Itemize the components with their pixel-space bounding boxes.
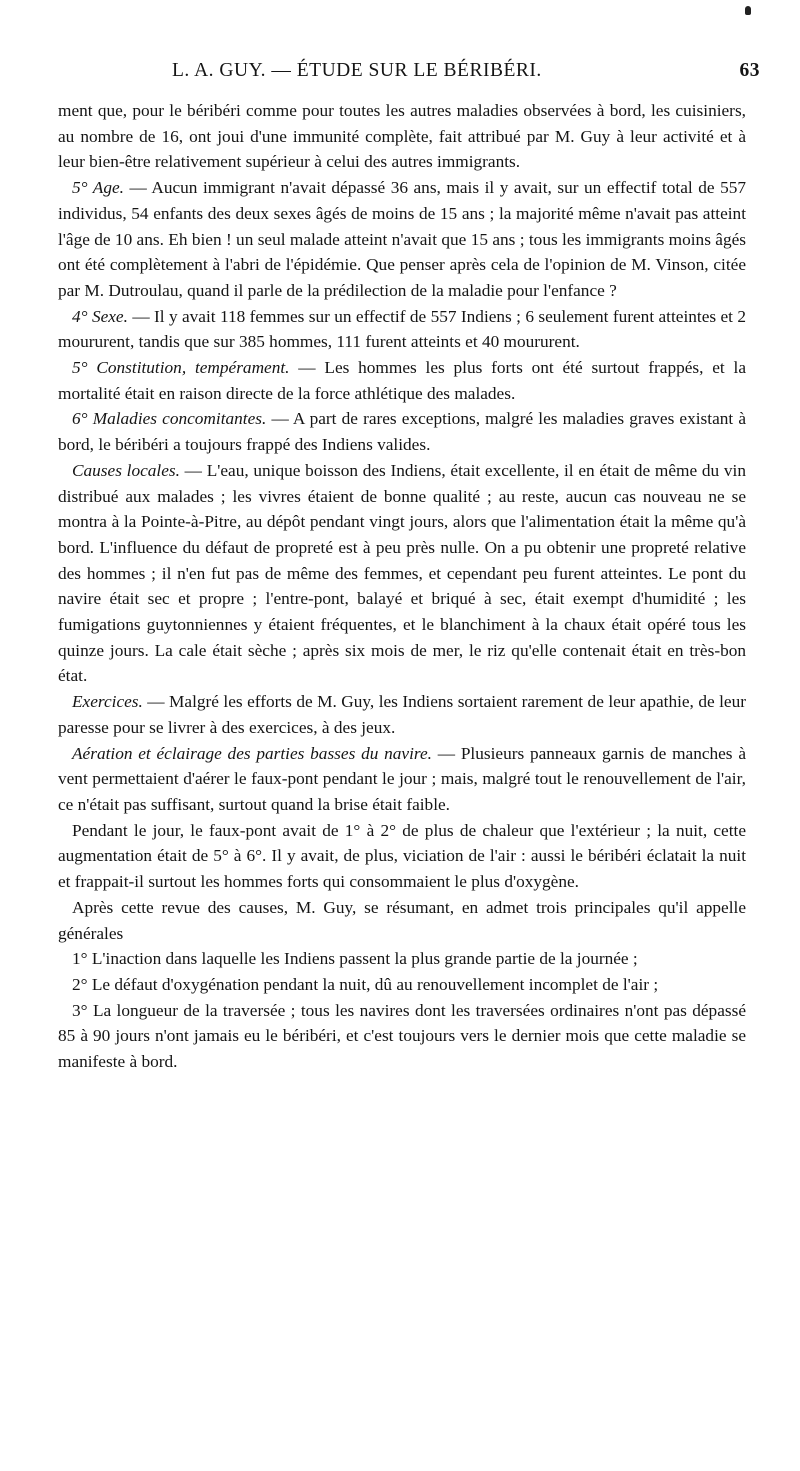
paragraph-sexe <box>58 304 746 355</box>
paragraph-text: 2° Le défaut d'oxygénation pendant la nuit, dû au renouvellement incomplet de l'air ; <box>72 974 659 994</box>
paragraph-heading: 6° Maladies concomitantes. <box>72 409 267 429</box>
page-number: 63 <box>739 60 760 81</box>
paragraph-text: ment que, pour le béribéri comme pour toutes les autres maladies observées à bord, les cuisiniers, au nombre de 16, ont joui d'une immunité complète, fait attribué par M. Guy à leur activité et à leur bien-être relativement supérieur à celui des autres immigrants. <box>58 101 746 172</box>
paragraph-causes-locales <box>58 458 746 689</box>
paragraph-text: 3° La longueur de la traversée ; tous les navires dont les traversées ordinaires n'ont pas dépassé 85 à 90 jours n'ont jamais eu le béribéri, et c'est toujours vers le dernier mois que cette maladie se manifeste à bord. <box>58 1000 746 1072</box>
cause-item-2 <box>58 972 746 998</box>
paragraph-exercices <box>58 689 746 740</box>
body-text <box>58 98 746 1075</box>
paragraph-text: — Aucun immigrant n'avait dépassé 36 ans, mais il y avait, sur un effectif total de 557 individus, 54 enfants des deux sexes âgés de moins de 15 ans ; la majorité même n'avait pas atteint l'âge de 10 ans. Eh bien ! un seul malade atteint n'avait que 15 ans ; tous les immigrants moins âgés ont été complètement à l'abri de l'épidémie. Que penser après cela de l'opinion de M. Vinson, citée par M. Dutroulau, quand il parle de la prédilection de la maladie pour l'enfance ? <box>58 178 746 300</box>
paragraph-text: — Plusieurs panneaux garnis de manches à vent permettaient d'aérer le faux-pont pendant le jour ; mais, malgré tout le renouvellement de l'air, ce n'était pas suffisant, surtout quand la brise était faible. <box>58 743 746 814</box>
cause-item-3 <box>58 998 746 1075</box>
paragraph-text: Pendant le jour, le faux-pont avait de 1° à 2° de plus de chaleur que l'extérieur ; la nuit, cette augmentation était de 5° à 6°. Il y avait, de plus, viciation de l'air : aussi le béribéri éclatait la nuit et frappait-il surtout les hommes forts qui consommaient le plus d'oxygène. <box>58 820 746 892</box>
paragraph-text: — Malgré les efforts de M. Guy, les Indiens sortaient rarement de leur apathie, de leur paresse pour se livrer à des exercices, à des jeux. <box>58 692 746 737</box>
paragraph-text: 1° L'inaction dans laquelle les Indiens passent la plus grande partie de la journée ; <box>72 949 638 969</box>
paragraph-text: — Les hommes les plus forts ont été surtout frappés, et la mortalité était en raison directe de la force athlétique des malades. <box>58 358 747 403</box>
paragraph-age <box>58 175 746 304</box>
paragraph-constitution <box>58 355 746 406</box>
paragraph-temperature <box>58 818 746 895</box>
ink-speck <box>745 6 751 15</box>
paragraph-maladies <box>58 406 746 457</box>
paragraph-resume <box>58 895 746 946</box>
paragraph-text: Après cette revue des causes, M. Guy, se résumant, en admet trois principales qu'il appelle générales <box>58 897 746 943</box>
paragraph-heading: 5° Constitution, tempérament. <box>72 358 290 378</box>
paragraph-text: — L'eau, unique boisson des Indiens, était excellente, il en était de même du vin distribué aux malades ; les vivres étaient de bonne qualité ; au reste, aucun cas nouveau ne se montra à la Pointe-à-Pitre, au dépôt pendant vingt jours, alors que l'alimentation était la même qu'à bord. L'influence du défaut de propreté est à peu près nulle. On a pu obtenir une propreté relative des hommes ; il n'en fut pas de même des femmes, et cependant peu furent atteintes. Le pont du navire était sec et propre ; l'entre-pont, balayé et briqué à sec, était exempt d'humidité ; les fumigations guytonniennes y étaient fréquentes, et le blanchiment à la chaux était opéré tous les quinze jours. La cale était sèche ; après six mois de mer, le riz qu'elle contenait était en très-bon état. <box>58 460 746 686</box>
cause-item-1 <box>58 946 746 972</box>
paragraph-text: — Il y avait 118 femmes sur un effectif de 557 Indiens ; 6 seulement furent atteintes et 2 moururent, tandis que sur 385 hommes, 111 furent atteints et 40 moururent. <box>58 306 746 352</box>
paragraph-heading: Aération et éclairage des parties basses du navire. <box>72 743 432 763</box>
page-header <box>172 60 760 88</box>
paragraph-aeration <box>58 741 746 818</box>
paragraph-text: — A part de rares exceptions, malgré les maladies graves existant à bord, le béribéri a toujours frappé des Indiens valides. <box>58 409 747 455</box>
paragraph-heading: Causes locales. <box>72 460 180 480</box>
running-title: L. A. GUY. — ÉTUDE SUR LE BÉRIBÉRI. <box>172 60 542 81</box>
paragraph-continuation <box>58 98 746 175</box>
paragraph-heading: 4° Sexe. <box>72 306 128 326</box>
paragraph-heading: Exercices. <box>72 692 143 712</box>
paragraph-heading: 5° Age. <box>72 178 124 198</box>
